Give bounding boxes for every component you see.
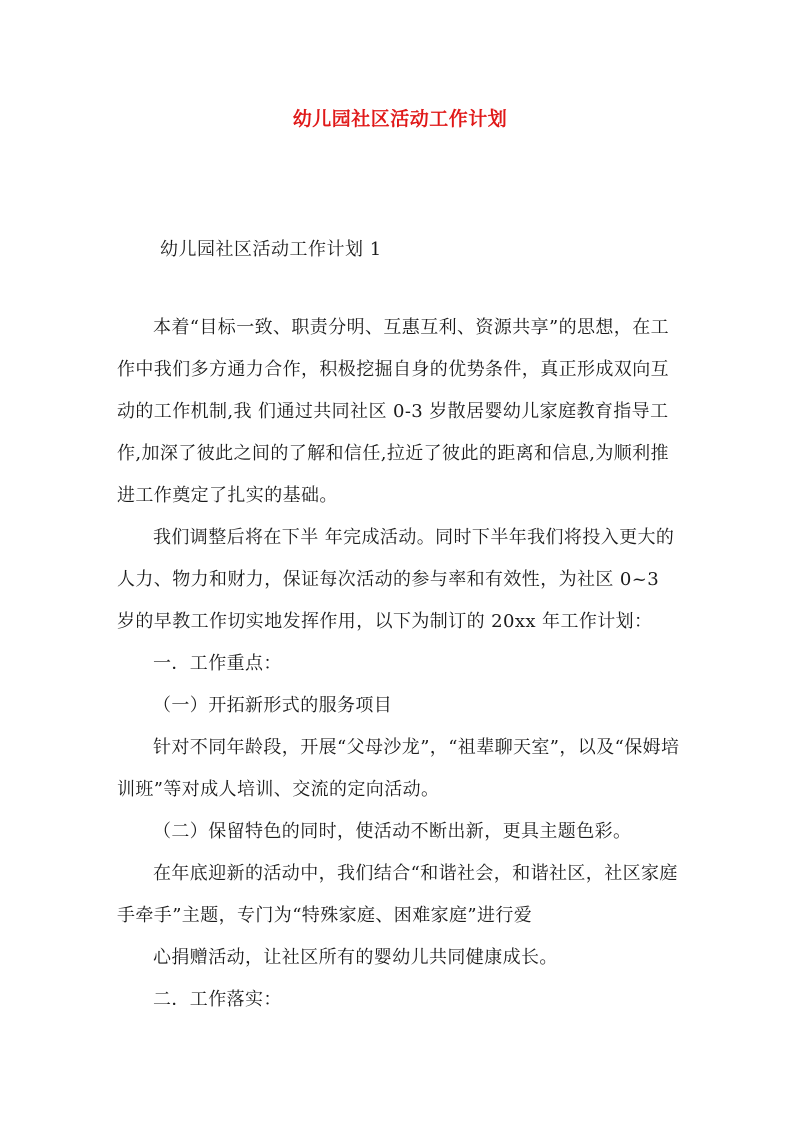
paragraph-adjustment: 我们调整后将在下半 年完成活动。同时下半年我们将投入更大的人力、物力和财力，保证每次活动的参与率和有效性，为社区 0~3 岁的早教工作切实地发挥作用，以下为制订的 20xx 年工作计划： <box>117 527 675 632</box>
section-subtitle: 幼儿园社区活动工作计划 1 <box>160 239 382 260</box>
paragraph-new-year-activity: 在年底迎新的活动中，我们结合“和谐社会，和谐社区，社区家庭手牵手”主题，专门为“特殊家庭、困难家庭”进行爱 <box>117 863 678 926</box>
subheading-new-services: （一）开拓新形式的服务项目 <box>153 695 393 716</box>
subheading-keep-features: （二）保留特色的同时，使活动不断出新，更具主题色彩。 <box>153 821 632 842</box>
heading-work-implementation: 二．工作落实： <box>153 989 282 1010</box>
heading-work-focus: 一．工作重点： <box>153 653 282 674</box>
paragraph-intro: 本着“目标一致、职责分明、互惠互利、资源共享”的思想，在工作中我们多方通力合作，积极挖掘自身的优势条件，真正形成双向互动的工作机制,我 们通过共同社区 0-3 岁散居婴幼儿家庭教育指导工作,加深了彼此之间的了解和信任,拉近了彼此的距离和信息,为顺利推进工作奠定了扎实的基础。 <box>117 317 670 506</box>
paragraph-targeted-activities: 针对不同年龄段，开展“父母沙龙”，“祖辈聊天室”，以及“保姆培训班”等对成人培训、交流的定向活动。 <box>117 737 680 800</box>
paragraph-donation: 心捐赠活动，让社区所有的婴幼儿共同健康成长。 <box>153 947 558 968</box>
document-title: 幼儿园社区活动工作计划 <box>292 108 508 130</box>
